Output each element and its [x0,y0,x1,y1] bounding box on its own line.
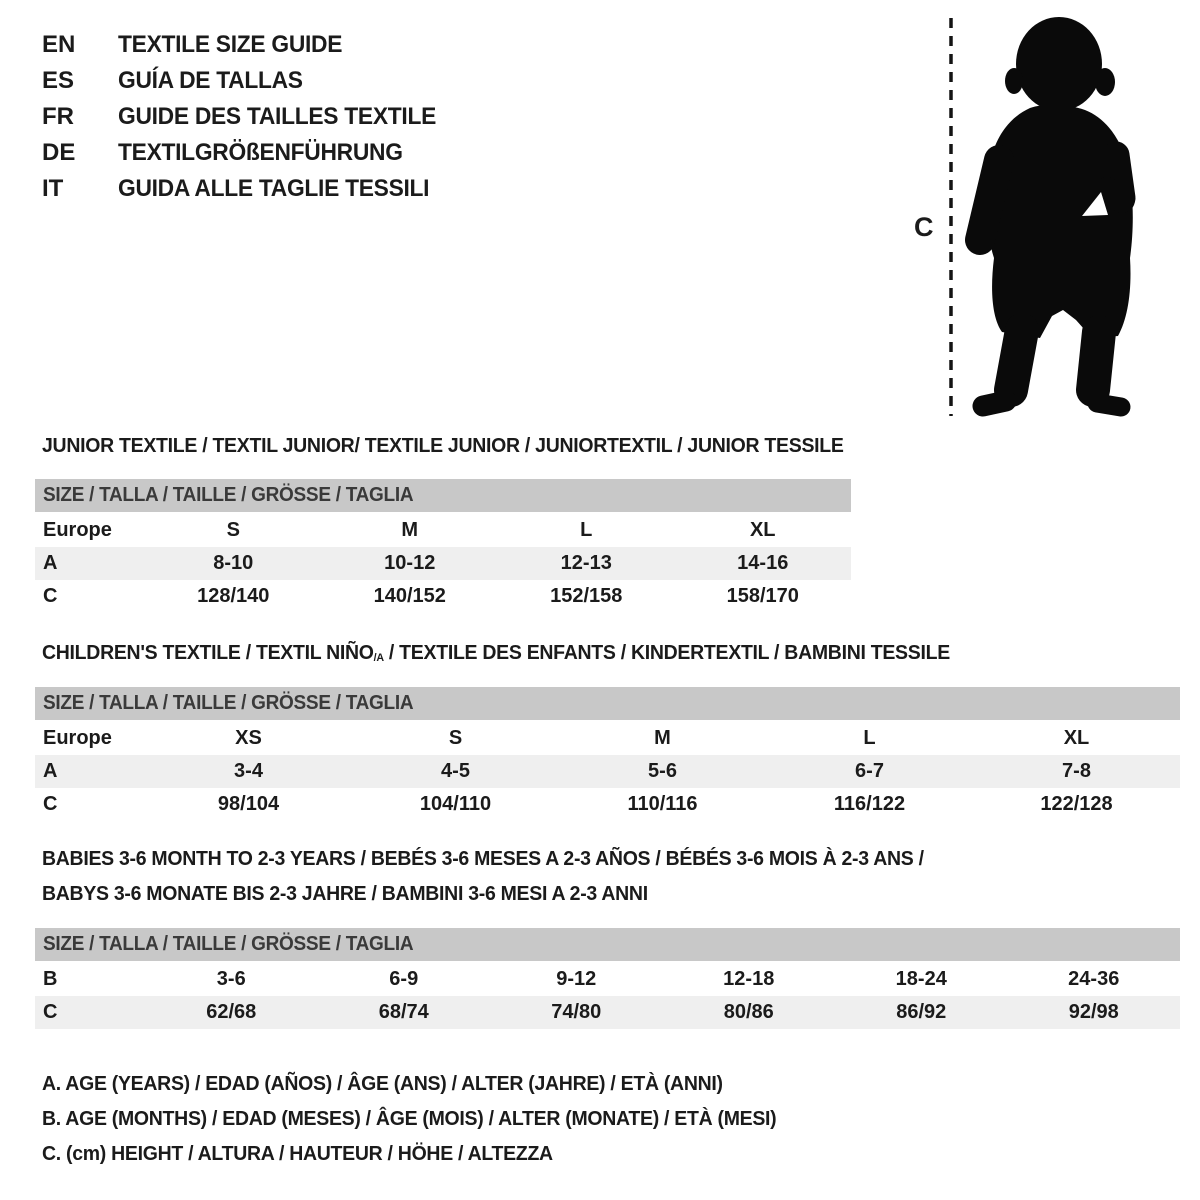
size-header-bar [35,928,1180,961]
lang-row-es [42,63,453,99]
babies-title-text-2: BABYS 3-6 MONATE BIS 2-3 JAHRE / BAMBINI 3-6 MESI A 2-3 ANNI [42,882,648,905]
table-cell: 14-16 [737,552,789,574]
table-cell: 116/122 [833,793,906,815]
table-row [35,722,1180,755]
legend-text-a: A. AGE (YEARS) / EDAD (AÑOS) / ÂGE (ANS) / ALTER (JAHRE) / ETÀ (ANNI) [42,1071,723,1095]
table-row [35,788,1180,821]
lang-row-de [42,135,453,171]
size-header-bar [35,687,1180,720]
table-cell: 86/92 [896,1001,947,1023]
table-cell: 12-13 [560,552,612,574]
table-cell: 6-9 [389,968,419,990]
legend-line-b [42,1101,815,1136]
table-cell: 10-12 [384,552,436,574]
babies-section-title-line1 [42,847,970,871]
language-title-list [42,27,453,207]
table-cell: 8-10 [213,552,254,574]
lang-label: TEXTILE SIZE GUIDE [118,31,343,58]
table-cell: 122/128 [1040,793,1113,815]
table-cell: 3-6 [216,968,246,990]
lang-code: DE [42,139,76,166]
table-cell: 110/116 [627,793,698,815]
children-title-pre: CHILDREN'S TEXTILE / TEXTIL NIÑO [42,641,374,664]
table-cell: M [654,727,671,749]
table-cell: 12-18 [723,968,775,990]
table-cell: 80/86 [723,1001,774,1023]
junior-section-title [42,434,886,458]
table-cell: L [863,727,876,749]
row-label: A [43,552,58,574]
children-title-text [42,641,950,665]
row-label: A [43,760,58,782]
lang-code: FR [42,103,74,130]
measure-legend [42,1066,815,1171]
table-row [35,514,851,547]
table-cell: XS [235,727,262,749]
table-row [35,547,851,580]
children-title-sub: /A [373,652,384,664]
babies-size-table [35,928,1180,1029]
junior-title-text: JUNIOR TEXTILE / TEXTIL JUNIOR/ TEXTILE JUNIOR / JUNIORTEXTIL / JUNIOR TESSILE [42,434,844,457]
children-section-title [42,641,998,665]
junior-size-table [35,479,851,613]
toddler-figure [880,0,1200,440]
row-label: B [43,968,58,990]
table-cell: 140/152 [373,585,446,607]
table-cell: 92/98 [1068,1001,1119,1023]
lang-code: EN [42,31,76,58]
lang-row-it [42,171,453,207]
table-cell: 24-36 [1068,968,1120,990]
table-cell: L [580,519,593,541]
table-cell: 7-8 [1062,760,1091,782]
height-measure-label: C [914,212,934,242]
table-cell: 158/170 [726,585,799,607]
table-cell: 4-5 [441,760,470,782]
table-cell: 104/110 [419,793,492,815]
table-cell: 3-4 [234,760,263,782]
lang-label: TEXTILGRÖßENFÜHRUNG [118,139,403,166]
legend-line-a [42,1066,815,1101]
row-label: Europe [43,519,112,541]
legend-text-b: B. AGE (MONTHS) / EDAD (MESES) / ÂGE (MOIS) / ALTER (MONATE) / ETÀ (MESI) [42,1106,777,1130]
table-cell: 6-7 [855,760,884,782]
table-row [35,996,1180,1029]
legend-line-c [42,1136,815,1171]
row-label: C [43,585,58,607]
size-header-label: SIZE / TALLA / TAILLE / GRÖSSE / TAGLIA [43,933,414,955]
row-label: C [43,1001,58,1023]
children-title-post: / TEXTILE DES ENFANTS / KINDERTEXTIL / BAMBINI TESSILE [383,641,950,664]
row-label: Europe [43,727,112,749]
lang-code: IT [42,175,64,202]
lang-row-en [42,27,453,63]
table-cell: 74/80 [551,1001,602,1023]
table-cell: 68/74 [378,1001,429,1023]
children-size-table [35,687,1180,821]
table-cell: 5-6 [648,760,677,782]
lang-label: GUÍA DE TALLAS [118,67,303,94]
table-cell: 152/158 [550,585,623,607]
lang-label: GUIDE DES TAILLES TEXTILE [118,103,437,130]
lang-code: ES [42,67,75,94]
table-row [35,580,851,613]
babies-section-title-line2 [42,882,680,906]
table-cell: 9-12 [556,968,597,990]
table-cell: S [226,519,240,541]
table-row [35,755,1180,788]
table-cell: XL [1063,727,1090,749]
babies-title-text-1: BABIES 3-6 MONTH TO 2-3 YEARS / BEBÉS 3-6 MESES A 2-3 AÑOS / BÉBÉS 3-6 MOIS À 2-3 ANS / [42,847,924,870]
lang-row-fr [42,99,453,135]
size-header-label: SIZE / TALLA / TAILLE / GRÖSSE / TAGLIA [43,484,414,506]
lang-label: GUIDA ALLE TAGLIE TESSILI [118,175,430,202]
legend-text-c: C. (cm) HEIGHT / ALTURA / HAUTEUR / HÖHE / ALTEZZA [42,1141,553,1165]
size-header-label: SIZE / TALLA / TAILLE / GRÖSSE / TAGLIA [43,692,414,714]
table-row [35,963,1180,996]
table-cell: 128/140 [197,585,270,607]
table-cell: S [448,727,463,749]
table-cell: 98/104 [217,793,280,815]
row-label: C [43,793,58,815]
table-cell: XL [749,519,776,541]
table-cell: 62/68 [206,1001,257,1023]
table-cell: M [401,519,419,541]
table-cell: 18-24 [895,968,947,990]
size-header-bar [35,479,851,512]
